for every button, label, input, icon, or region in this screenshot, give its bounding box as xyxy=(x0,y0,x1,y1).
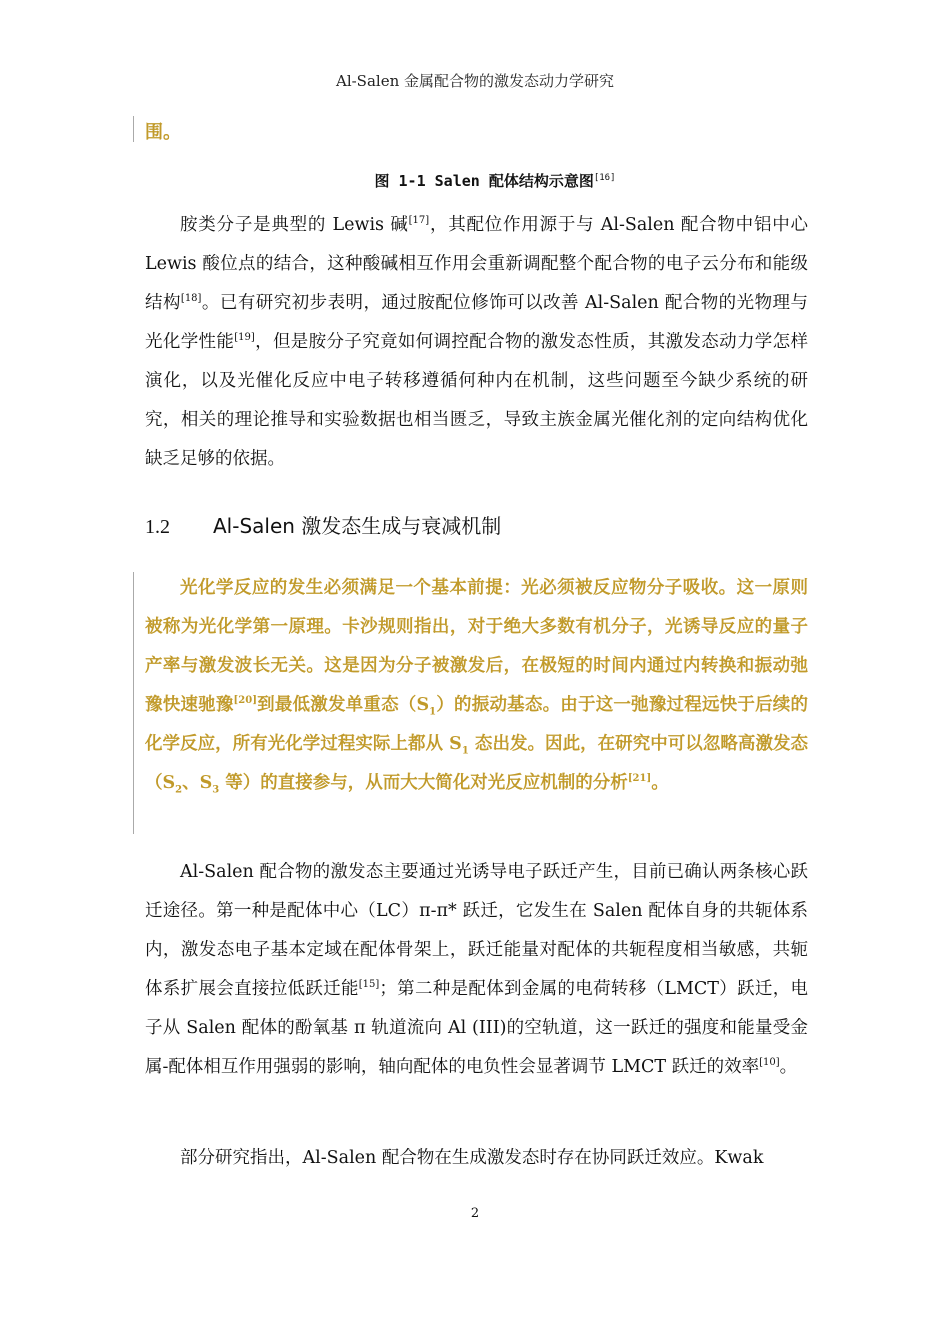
citation: [15] xyxy=(358,979,380,991)
text-run: Al-Salen 配合物的激发态主要通过光诱导电子跃迁产生，目前已确认两条核心跃迁途径。第一种是配体中心（LC）π-π* 跃迁，它发生在 Salen 配体自身的共轭体系内，激发态电子基本定域在配体骨架上，跃迁能量对配体的共轭程度相当敏感，共轭体系扩展会直接拉低跃迁能 xyxy=(145,862,808,999)
text-run: 。 xyxy=(779,1057,798,1077)
citation: [20] xyxy=(233,695,257,707)
text-run: 。 xyxy=(651,773,669,793)
text-run: ；第二种是配体到金属的电荷转移（LMCT）跃迁，电子从 Salen 配体的酚氧基 π 轨道流向 Al (III)的空轨道，这一跃迁的强度和能量受金属-配体相互作用强弱的影响，轴向配体的电负性会显著调节 LMCT 跃迁的效率 xyxy=(145,979,809,1077)
text-run: 部分研究指出，Al-Salen 配合物在生成激发态时存在协同跃迁效应。Kwak xyxy=(180,1148,764,1168)
change-bar xyxy=(133,116,134,142)
section-title: Al-Salen 激发态生成与衰减机制 xyxy=(213,514,502,538)
citation: [16] xyxy=(593,173,616,183)
text-run: 到最低激发单重态（S xyxy=(256,695,430,715)
paragraph-2-highlighted xyxy=(145,569,808,803)
subscript: 2 xyxy=(175,784,183,796)
caption-text: 图 1-1 Salen 配体结构示意图 xyxy=(374,172,594,190)
paragraph-3 xyxy=(145,853,808,1087)
subscript: 1 xyxy=(429,706,437,718)
text-run: 态出发。因此，在研究中可以忽略高激发态（S xyxy=(145,734,809,793)
text-run: 。已有研究初步表明，通过胺配位修饰可以改善 Al-Salen 配合物的光物理与光化学性能 xyxy=(145,293,809,352)
citation: [17] xyxy=(408,215,430,227)
text-run: 胺类分子是典型的 Lewis 碱 xyxy=(180,215,409,235)
figure-caption xyxy=(0,170,950,191)
text-run: ）的振动基态。由于这一弛豫过程远快于后续的化学反应，所有光化学过程实际上都从 S xyxy=(145,695,809,754)
subscript: 3 xyxy=(212,784,220,796)
paragraph-1 xyxy=(145,206,808,479)
text-run: 光化学反应的发生必须满足一个基本前提：光必须被反应物分子吸收。这一原则被称为光化学第一原理。卡沙规则指出，对于绝大多数有机分子，光诱导反应的量子产率与激发波长无关。这是因为分子被激发后，在极短的时间内通过内转换和振动弛豫快速驰豫 xyxy=(145,578,808,715)
citation: [21] xyxy=(627,773,652,785)
text-run: 等）的直接参与，从而大大简化对光反应机制的分析 xyxy=(219,773,628,793)
section-number: 1.2 xyxy=(145,516,170,538)
paragraph-4 xyxy=(145,1139,808,1178)
running-header: Al-Salen 金属配合物的激发态动力学研究 xyxy=(335,72,615,90)
text-run: 、S xyxy=(182,773,213,793)
text-run: ，其配位作用源于与 Al-Salen 配合物中铝中心 Lewis 酸位点的结合，这种酸碱相互作用会重新调配整个配合物的电子云分布和能级结构 xyxy=(145,215,808,313)
change-bar xyxy=(133,572,134,834)
citation: [18] xyxy=(180,293,202,305)
page-number: 2 xyxy=(470,1206,480,1221)
text-run: ，但是胺分子究竟如何调控配合物的激发态性质，其激发态动力学怎样演化，以及光催化反应中电子转移遵循何种内在机制，这些问题至今缺少系统的研究，相关的理论推导和实验数据也相当匮乏，导致主族金属光催化剂的定向结构优化缺乏足够的依据。 xyxy=(145,332,809,469)
section-heading xyxy=(145,510,501,539)
paragraph-fragment: 围。 xyxy=(145,122,181,143)
citation: [10] xyxy=(759,1057,780,1069)
subscript: 1 xyxy=(461,745,469,757)
citation: [19] xyxy=(234,332,255,344)
